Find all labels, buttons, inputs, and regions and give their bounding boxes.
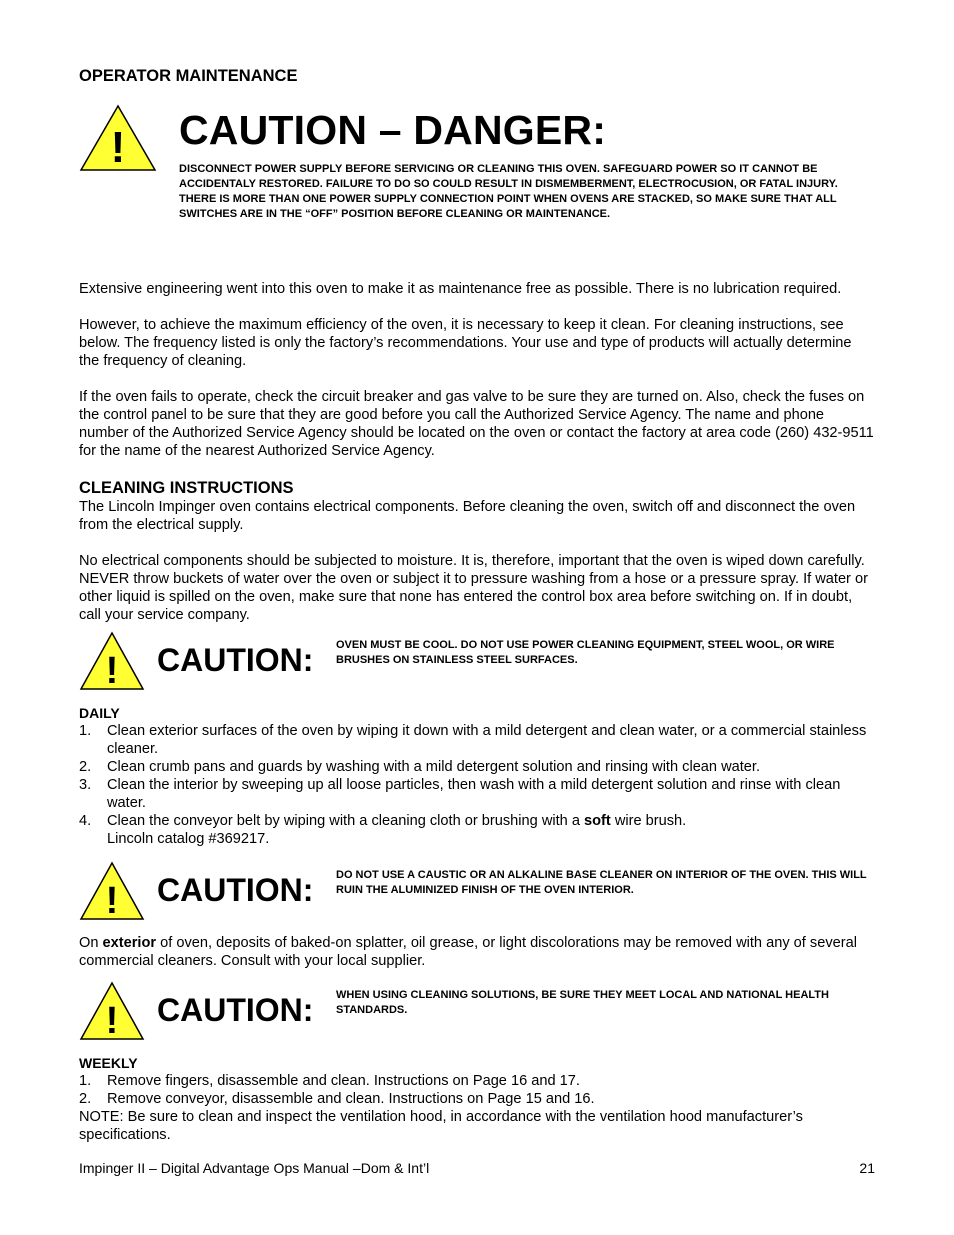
weekly-heading: WEEKLY [79, 1055, 138, 1071]
cleaning-paragraph-2: No electrical components should be subjected to moisture. It is, therefore, important that the oven is wiped down carefully. NEVER throw buckets of water over the oven or subject it to pressure washing from a hose or a pressure spray. If water or other liquid is spilled on the oven, make sure that none has entered the control box area before switching on. If in doubt, call your service company. [79, 553, 868, 623]
weekly-note: NOTE: Be sure to clean and inspect the ventilation hood, in accordance with the ventilation hood manufacturer’s specifications. [79, 1109, 803, 1143]
intro-paragraph-2: However, to achieve the maximum efficiency of the oven, it is necessary to keep it clean. For cleaning instructions, see below. The frequency listed is only the factory’s recommendations. Your use and type of products will actually determine the frequency of cleaning. [79, 317, 852, 369]
intro-paragraph-3: If the oven fails to operate, check the circuit breaker and gas valve to be sure they are turned on. Also, check the fuses on the control panel to be sure that they are good before you call the Authorized Service Agency. The name and phone number of the Authorized Service Agency should be located on the oven or contact the factory at area code (260) 432-9511 for the name of the nearest Authorized Service Agency. [79, 389, 874, 459]
cleaning-paragraph-1: The Lincoln Impinger oven contains electrical components. Before cleaning the oven, switch off and disconnect the oven from the electrical supply. [79, 499, 856, 533]
daily-heading: DAILY [79, 705, 120, 721]
danger-warning-block [79, 100, 875, 280]
svg-text:!: ! [105, 880, 119, 921]
footer-manual-title: Impinger II – Digital Advantage Ops Manual –Dom & Int’l [79, 1160, 430, 1176]
list-item: 4. Clean the conveyor belt by wiping with a cleaning cloth or brushing with a soft wire brush. Lincoln catalog #369217. [79, 813, 687, 847]
svg-text:!: ! [105, 650, 119, 691]
caution-title-3: CAUTION: [157, 992, 314, 1028]
list-item: 2. Clean crumb pans and guards by washing with a mild detergent solution and rinsing with clean water. [79, 759, 761, 775]
svg-text:!: ! [110, 123, 126, 172]
intro-paragraph-1: Extensive engineering went into this oven to make it as maintenance free as possible. There is no lubrication required. [79, 281, 842, 297]
operator-maintenance-heading: OPERATOR MAINTENANCE [79, 67, 298, 85]
warning-triangle-icon [79, 631, 145, 691]
daily-list [79, 722, 875, 848]
caution-text-3: WHEN USING CLEANING SOLUTIONS, BE SURE THEY MEET LOCAL AND NATIONAL HEALTH STANDARDS. [336, 989, 829, 1016]
caution-block-1 [79, 628, 875, 700]
list-item: 2. Remove conveyor, disassemble and clean. Instructions on Page 15 and 16. [79, 1091, 595, 1107]
warning-triangle-icon [79, 861, 145, 921]
list-item: 1. Clean exterior surfaces of the oven by wiping it down with a mild detergent and clean water, or a commercial stainless cleaner. [79, 723, 867, 757]
svg-text:!: ! [105, 1000, 119, 1041]
caution-block-2 [79, 858, 875, 930]
list-item: 3. Clean the interior by sweeping up all loose particles, then wash with a mild detergent solution and rinse with clean water. [79, 777, 841, 811]
caution-title-2: CAUTION: [157, 872, 314, 908]
caution-block-3 [79, 978, 875, 1050]
exterior-paragraph: On exterior of oven, deposits of baked-on splatter, oil grease, or light discolorations may be removed with any of several commercial cleaners. Consult with your local supplier. [79, 935, 857, 969]
manual-page [79, 66, 875, 1144]
danger-text: DISCONNECT POWER SUPPLY BEFORE SERVICING OR CLEANING THIS OVEN. SAFEGUARD POWER SO IT CANNOT BE ACCIDENTALY RESTORED. FAILURE TO DO SO COULD RESULT IN DISMEMBERMENT, ELECTROCUSION, OR FATAL INJURY. THERE IS MORE THAN ONE POWER SUPPLY CONNECTION POINT WHEN OVENS ARE STACKED, SO MAKE SURE THAT ALL SWITCHES ARE IN THE “OFF” POSITION BEFORE CLEANING OR MAINTENANCE. [179, 163, 838, 220]
warning-triangle-icon [79, 981, 145, 1041]
footer-page-number: 21 [859, 1160, 875, 1176]
cleaning-instructions-heading: CLEANING INSTRUCTIONS [79, 479, 294, 497]
caution-text-2: DO NOT USE A CAUSTIC OR AN ALKALINE BASE CLEANER ON INTERIOR OF THE OVEN. THIS WILL RUIN THE ALUMINIZED FINISH OF THE OVEN INTERIOR. [336, 869, 867, 896]
warning-triangle-icon [79, 104, 157, 172]
list-item: 1. Remove fingers, disassemble and clean. Instructions on Page 16 and 17. [79, 1073, 580, 1089]
caution-title-1: CAUTION: [157, 642, 314, 678]
weekly-list [79, 1072, 875, 1108]
caution-text-1: OVEN MUST BE COOL. DO NOT USE POWER CLEANING EQUIPMENT, STEEL WOOL, OR WIRE BRUSHES ON STAINLESS STEEL SURFACES. [336, 639, 835, 666]
danger-title: CAUTION – DANGER: [179, 107, 607, 153]
